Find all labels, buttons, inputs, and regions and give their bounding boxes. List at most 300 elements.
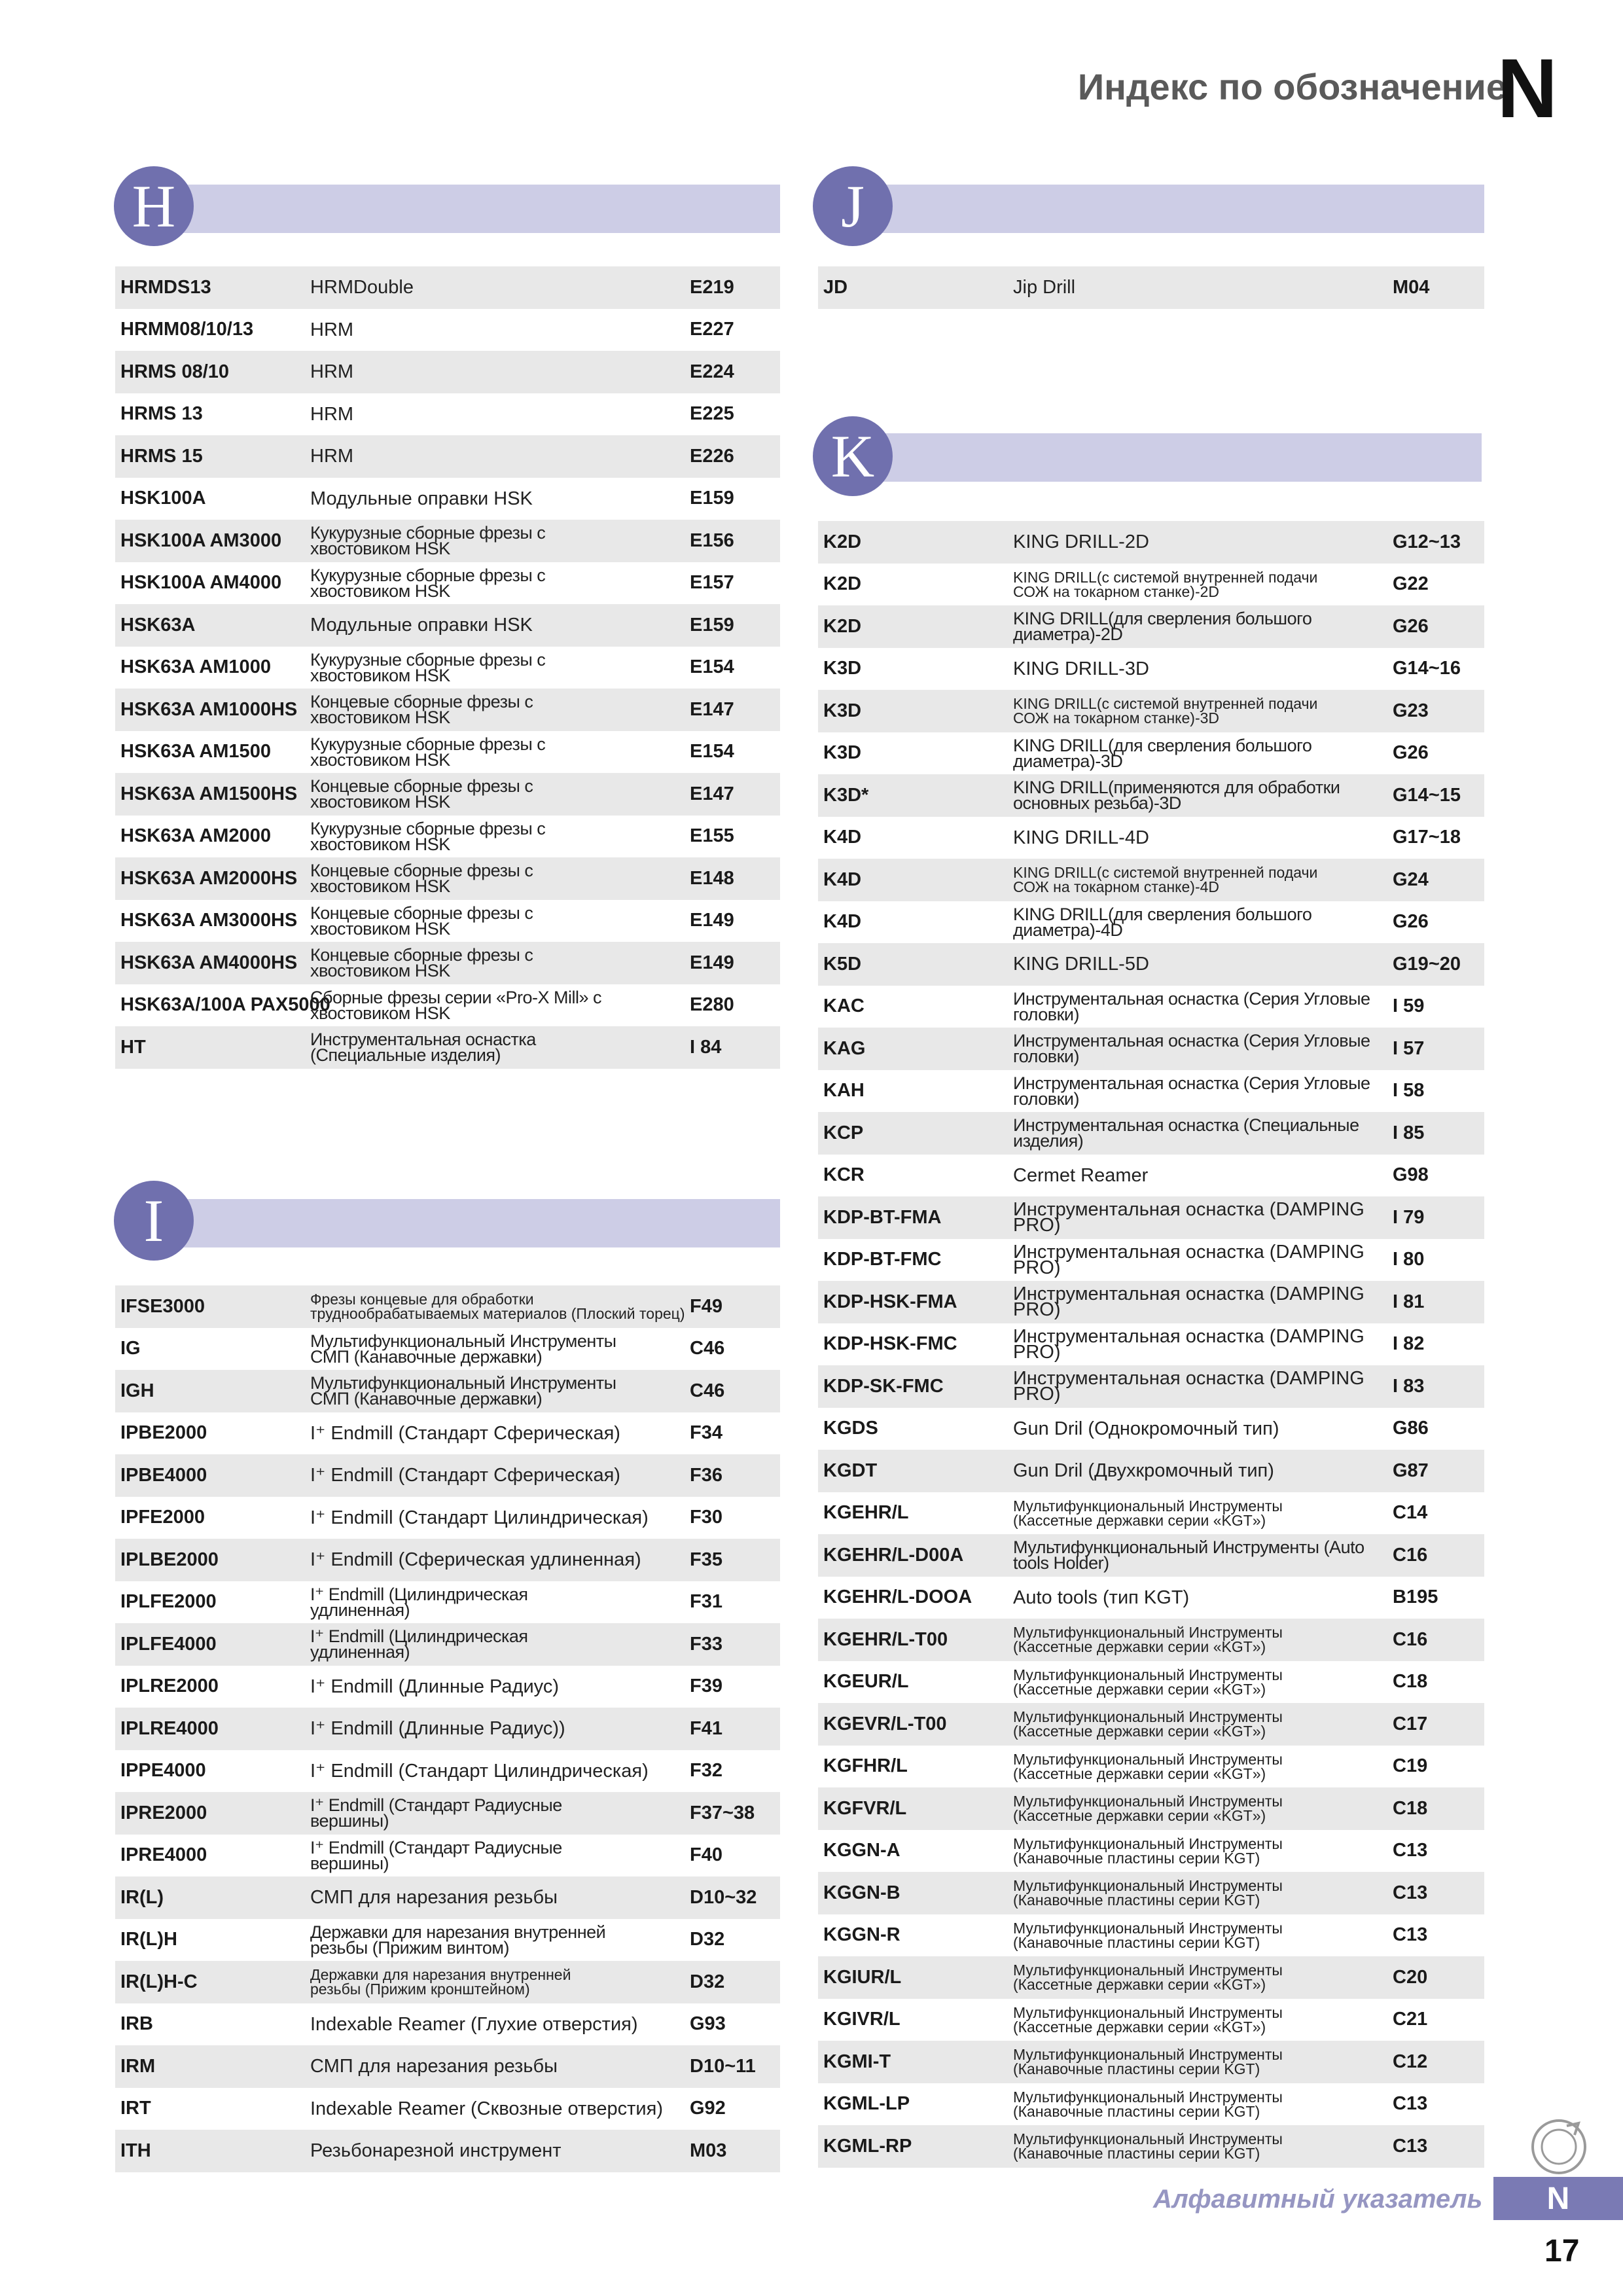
table-row	[115, 857, 780, 900]
description-cell: Модульные оправки HSK	[310, 615, 533, 636]
page-ref-cell: I 80	[1393, 1249, 1425, 1270]
table-row	[818, 1155, 1484, 1197]
designation-cell: HRMS 13	[120, 403, 203, 425]
description-cell: HRMDouble	[310, 277, 414, 298]
page-ref-cell: C16	[1393, 1628, 1428, 1650]
description-cell: Концевые сборные фрезы с хвостовиком HSK	[310, 903, 533, 939]
page-ref-cell: E148	[690, 867, 734, 889]
designation-cell: IPLFE2000	[120, 1591, 217, 1613]
page-ref-cell: E159	[690, 614, 734, 636]
page-ref-cell: C14	[1393, 1502, 1428, 1524]
designation-cell: K3D	[823, 700, 862, 721]
page-ref-cell: C46	[690, 1380, 725, 1401]
designation-cell: KGFHR/L	[823, 1755, 908, 1777]
table-row	[818, 1070, 1484, 1113]
page-ref-cell: G98	[1393, 1164, 1429, 1186]
table-row	[115, 1708, 780, 1750]
page-ref-cell: G87	[1393, 1460, 1429, 1481]
description-cell: Державки для нарезания внутренней резьбы (Прижим винтом)	[310, 1922, 606, 1958]
table-row	[115, 1285, 780, 1328]
page-ref-cell: F35	[690, 1549, 722, 1570]
page-ref-cell: E155	[690, 825, 734, 847]
table-row	[115, 689, 780, 731]
designation-cell: KAH	[823, 1080, 865, 1102]
table-row	[115, 309, 780, 351]
table-row	[818, 986, 1484, 1028]
page-ref-cell: I 83	[1393, 1375, 1425, 1397]
description-cell: Мультифункциональный Инструменты СМП (Канавочные державки)	[310, 1331, 616, 1367]
page-ref-cell: G14~15	[1393, 784, 1461, 806]
table-row	[818, 521, 1484, 564]
designation-cell: HSK63A AM1000	[120, 656, 271, 678]
designation-cell: ITH	[120, 2140, 151, 2161]
table-row	[818, 1281, 1484, 1323]
description-cell: I⁺ Endmill (Сферическая удлиненная)	[310, 1549, 641, 1571]
designation-cell: IPPE4000	[120, 1760, 206, 1782]
description-cell: Jip Drill	[1013, 277, 1076, 298]
table-row	[818, 1787, 1484, 1830]
designation-cell: K3D	[823, 658, 862, 679]
description-cell: KING DRILL(для сверления большого диаметра)-2D	[1013, 609, 1312, 645]
page-ref-cell: G22	[1393, 573, 1429, 595]
page-ref-cell: C20	[1393, 1966, 1428, 1988]
page-ref-cell: F32	[690, 1760, 722, 1782]
table-row	[818, 648, 1484, 691]
table-row	[818, 943, 1484, 986]
table-row	[818, 817, 1484, 859]
designation-cell: IPLRE2000	[120, 1676, 219, 1697]
page-ref-cell: G24	[1393, 869, 1429, 890]
description-cell: Инструментальная оснастка (Специальные изделия)	[1013, 1115, 1359, 1151]
description-cell: I⁺ Endmill (Стандарт Радиусные вершины)	[310, 1795, 562, 1831]
description-cell: KING DRILL(применяются для обработки основных резьба)-3D	[1013, 778, 1340, 814]
page-ref-cell: E226	[690, 445, 734, 467]
description-cell: Инструментальная оснастка (Серия Угловые головки)	[1013, 988, 1370, 1024]
table-row	[818, 1323, 1484, 1366]
designation-cell: HSK63A	[120, 614, 196, 636]
page-ref-cell: I 59	[1393, 996, 1425, 1017]
page-ref-cell: I 85	[1393, 1122, 1425, 1143]
page-ref-cell: D32	[690, 1971, 725, 1992]
page-ref-cell: M04	[1393, 276, 1430, 298]
designation-cell: KCR	[823, 1164, 865, 1186]
designation-cell: K4D	[823, 827, 862, 848]
designation-cell: HRMM08/10/13	[120, 319, 254, 340]
description-cell: Мультифункциональный Инструменты (Кассетные державки серии «KGT»)	[1013, 1708, 1283, 1740]
table-row	[115, 1666, 780, 1708]
description-cell: KING DRILL-2D	[1013, 531, 1149, 553]
description-cell: KING DRILL(для сверления большого диаметра)-3D	[1013, 735, 1312, 771]
page-ref-cell: F34	[690, 1422, 722, 1444]
table-row	[818, 2125, 1484, 2168]
table-row	[115, 647, 780, 689]
designation-cell: IRM	[120, 2055, 156, 2077]
page-ref-cell: C13	[1393, 2135, 1428, 2157]
section-k-badge: K	[813, 416, 893, 496]
description-cell: Кукурузные сборные фрезы с хвостовиком HSK	[310, 818, 546, 854]
section-k-bar	[852, 433, 1482, 482]
section-h-table	[115, 266, 780, 1069]
description-cell: Мультифункциональный Инструменты (Кассетные державки серии «KGT»)	[1013, 1497, 1283, 1529]
description-cell: KING DRILL-5D	[1013, 954, 1149, 975]
section-j-bar	[852, 185, 1484, 233]
table-row	[115, 1835, 780, 1877]
table-row	[818, 1450, 1484, 1492]
designation-cell: IPBE4000	[120, 1464, 207, 1486]
section-i-bar	[152, 1199, 780, 1247]
page-ref-cell: I 84	[690, 1036, 722, 1058]
table-row	[115, 1328, 780, 1371]
table-row	[115, 731, 780, 774]
table-row	[115, 1581, 780, 1624]
description-cell: I⁺ Endmill (Стандарт Сферическая)	[310, 1465, 620, 1486]
description-cell: Резьбонарезной инструмент	[310, 2140, 562, 2162]
designation-cell: KDP-BT-FMA	[823, 1206, 942, 1228]
page-ref-cell: M03	[690, 2140, 727, 2161]
table-row	[115, 1497, 780, 1539]
section-i-table	[115, 1285, 780, 2172]
page-ref-cell: F31	[690, 1591, 722, 1613]
description-cell: Кукурузные сборные фрезы с хвостовиком HSK	[310, 565, 546, 601]
page-ref-cell: G93	[690, 2013, 726, 2035]
designation-cell: KGFVR/L	[823, 1797, 907, 1819]
table-row	[115, 351, 780, 393]
page-ref-cell: E225	[690, 403, 734, 425]
table-row	[115, 816, 780, 858]
page-ref-cell: G14~16	[1393, 658, 1461, 679]
description-cell: I⁺ Endmill (Стандарт Цилиндрическая)	[310, 1760, 649, 1782]
table-row	[115, 1539, 780, 1581]
designation-cell: K3D	[823, 742, 862, 764]
designation-cell: K3D*	[823, 784, 869, 806]
table-row	[818, 859, 1484, 901]
page-ref-cell: E154	[690, 656, 734, 678]
description-cell: KING DRILL(с системой внутренней подачи СОЖ на токарном станке)-4D	[1013, 864, 1318, 896]
description-cell: Indexable Reamer (Глухие отверстия)	[310, 2013, 638, 2035]
table-row	[818, 564, 1484, 606]
description-cell: Концевые сборные фрезы с хвостовиком HSK	[310, 776, 533, 812]
page-number: 17	[1544, 2234, 1580, 2269]
designation-cell: HSK100A	[120, 488, 206, 509]
table-row	[115, 1454, 780, 1497]
description-cell: Инструментальная оснастка (DAMPING PRO)	[1013, 1325, 1364, 1363]
page-ref-cell: F36	[690, 1464, 722, 1486]
table-row	[115, 984, 780, 1027]
page-ref-cell: G17~18	[1393, 827, 1461, 848]
table-row	[115, 900, 780, 942]
designation-cell: KDP-SK-FMC	[823, 1375, 944, 1397]
designation-cell: KGEHR/L-DOOA	[823, 1587, 972, 1608]
page-ref-cell: C13	[1393, 2093, 1428, 2115]
designation-cell: KDP-BT-FMC	[823, 1249, 942, 1270]
description-cell: Инструментальная оснастка (Специальные изделия)	[310, 1030, 536, 1066]
description-cell: I⁺ Endmill (Стандарт Радиусные вершины)	[310, 1837, 562, 1873]
description-cell: I⁺ Endmill (Цилиндрическая удлиненная)	[310, 1626, 528, 1662]
footer-section-label: Алфавитный указатель	[1153, 2185, 1483, 2214]
designation-cell: HRMS 08/10	[120, 361, 230, 382]
description-cell: Мультифункциональный Инструменты (Кассетные державки серии «KGT»)	[1013, 1750, 1283, 1782]
designation-cell: KDP-HSK-FMA	[823, 1291, 957, 1312]
table-row	[818, 1577, 1484, 1619]
description-cell: Инструментальная оснастка (DAMPING PRO)	[1013, 1199, 1364, 1236]
description-cell: HRM	[310, 319, 354, 340]
table-row	[115, 2130, 780, 2172]
designation-cell: KGDS	[823, 1418, 878, 1439]
designation-cell: KGGN-B	[823, 1882, 901, 1903]
description-cell: Сборные фрезы серии «Pro-X Mill» с хвостовиком HSK	[310, 987, 602, 1023]
page-header-title: Индекс по обозначение	[1077, 66, 1507, 107]
designation-cell: HSK63A AM4000HS	[120, 952, 298, 973]
designation-cell: IRB	[120, 2013, 153, 2035]
page-ref-cell: F33	[690, 1633, 722, 1655]
table-row	[115, 1623, 780, 1666]
table-row	[115, 2045, 780, 2088]
description-cell: Мультифункциональный Инструменты (Auto tools Holder)	[1013, 1537, 1364, 1573]
description-cell: Инструментальная оснастка (Серия Угловые головки)	[1013, 1031, 1370, 1067]
description-cell: KING DRILL(для сверления большого диаметра)-4D	[1013, 904, 1312, 940]
designation-cell: K5D	[823, 953, 862, 975]
table-row	[818, 605, 1484, 648]
refresh-arrow-icon[interactable]	[1526, 2113, 1592, 2178]
description-cell: Фрезы концевые для обработки труднообрабатываемых материалов (Плоский торец)	[310, 1291, 685, 1323]
page-ref-cell: G26	[1393, 742, 1429, 764]
table-row	[818, 1872, 1484, 1914]
table-row	[115, 393, 780, 436]
page-ref-cell: I 82	[1393, 1333, 1425, 1355]
description-cell: Indexable Reamer (Сквозные отверстия)	[310, 2098, 663, 2119]
designation-cell: IPLFE4000	[120, 1633, 217, 1655]
page-ref-cell: C21	[1393, 2009, 1428, 2030]
page-ref-cell: I 58	[1393, 1080, 1425, 1102]
section-k-table	[818, 521, 1484, 2168]
page-ref-cell: E159	[690, 488, 734, 509]
designation-cell: IPFE2000	[120, 1507, 205, 1528]
page-ref-cell: E224	[690, 361, 734, 382]
page-ref-cell: G12~13	[1393, 531, 1461, 552]
page-ref-cell: C18	[1393, 1797, 1428, 1819]
table-row	[818, 1408, 1484, 1450]
designation-cell: IR(L)H-C	[120, 1971, 198, 1992]
description-cell: Мультифункциональный Инструменты (Канавочные пластины серии KGT)	[1013, 2088, 1283, 2120]
description-cell: Мультифункциональный Инструменты (Кассетные державки серии «KGT»)	[1013, 2003, 1283, 2036]
table-row	[115, 1026, 780, 1069]
table-row	[115, 942, 780, 984]
page-ref-cell: E149	[690, 952, 734, 973]
table-row	[818, 1999, 1484, 2041]
description-cell: Auto tools (тип KGT)	[1013, 1587, 1190, 1608]
page-ref-cell: C17	[1393, 1713, 1428, 1734]
table-row	[818, 690, 1484, 732]
page-ref-cell: D10~32	[690, 1886, 757, 1908]
description-cell: Концевые сборные фрезы с хвостовиком HSK	[310, 945, 533, 981]
table-row	[818, 1534, 1484, 1577]
page-ref-cell: C13	[1393, 1840, 1428, 1861]
table-row	[818, 774, 1484, 817]
table-row	[818, 732, 1484, 775]
designation-cell: KGGN-A	[823, 1840, 901, 1861]
page-ref-cell: E219	[690, 276, 734, 298]
designation-cell: IGH	[120, 1380, 154, 1401]
designation-cell: HT	[120, 1036, 146, 1058]
description-cell: HRM	[310, 361, 354, 383]
designation-cell: KGML-RP	[823, 2135, 912, 2157]
description-cell: Мультифункциональный Инструменты (Канавочные пластины серии KGT)	[1013, 1919, 1283, 1951]
table-row	[115, 1750, 780, 1793]
table-row	[115, 2088, 780, 2130]
table-row	[115, 1961, 780, 2003]
designation-cell: HSK63A AM1000HS	[120, 698, 298, 720]
table-row	[818, 1661, 1484, 1704]
designation-cell: KGML-LP	[823, 2093, 910, 2115]
designation-cell: IR(L)	[120, 1886, 164, 1908]
designation-cell: IPRE2000	[120, 1802, 207, 1823]
table-row	[818, 2083, 1484, 2126]
description-cell: Державки для нарезания внутренней резьбы (Прижим кронштейном)	[310, 1966, 571, 1998]
description-cell: Инструментальная оснастка (DAMPING PRO)	[1013, 1241, 1364, 1278]
description-cell: Модульные оправки HSK	[310, 488, 533, 509]
description-cell: KING DRILL(с системой внутренней подачи СОЖ на токарном станке)-3D	[1013, 695, 1318, 727]
designation-cell: K2D	[823, 531, 862, 552]
designation-cell: KGEHR/L-T00	[823, 1628, 948, 1650]
page-ref-cell: I 57	[1393, 1037, 1425, 1059]
page-ref-cell: G86	[1393, 1418, 1429, 1439]
designation-cell: KCP	[823, 1122, 864, 1143]
page-ref-cell: E157	[690, 572, 734, 594]
description-cell: HRM	[310, 403, 354, 425]
page-ref-cell: C13	[1393, 1882, 1428, 1903]
page-ref-cell: E154	[690, 741, 734, 762]
table-row	[818, 901, 1484, 944]
table-row	[818, 1365, 1484, 1408]
table-row	[818, 1956, 1484, 1999]
description-cell: Кукурузные сборные фрезы с хвостовиком HSK	[310, 649, 546, 685]
page-ref-cell: G26	[1393, 615, 1429, 637]
designation-cell: K2D	[823, 573, 862, 595]
table-row	[115, 1876, 780, 1919]
table-row	[115, 1370, 780, 1412]
page-ref-cell: E147	[690, 698, 734, 720]
table-row	[818, 1239, 1484, 1282]
table-row	[115, 773, 780, 816]
page-ref-cell: C12	[1393, 2051, 1428, 2072]
designation-cell: IPLRE4000	[120, 1717, 219, 1739]
table-row	[818, 266, 1484, 309]
description-cell: Мультифункциональный Инструменты (Канавочные пластины серии KGT)	[1013, 1835, 1283, 1867]
description-cell: Инструментальная оснастка (Серия Угловые головки)	[1013, 1073, 1370, 1109]
designation-cell: KDP-HSK-FMC	[823, 1333, 957, 1355]
description-cell: Концевые сборные фрезы с хвостовиком HSK	[310, 692, 533, 728]
description-cell: KING DRILL-4D	[1013, 827, 1149, 848]
designation-cell: IR(L)H	[120, 1929, 177, 1950]
designation-cell: HSK63A AM1500	[120, 741, 271, 762]
designation-cell: KGEHR/L	[823, 1502, 909, 1524]
designation-cell: HSK63A AM3000HS	[120, 910, 298, 931]
table-row	[818, 1028, 1484, 1070]
designation-cell: KAG	[823, 1037, 866, 1059]
description-cell: СМП для нарезания резьбы	[310, 1887, 558, 1909]
designation-cell: IPBE2000	[120, 1422, 207, 1444]
designation-cell: KGEHR/L-D00A	[823, 1544, 964, 1566]
page-ref-cell: G92	[690, 2098, 726, 2119]
page-ref-cell: C16	[1393, 1544, 1428, 1566]
table-row	[115, 1792, 780, 1835]
table-row	[115, 1412, 780, 1455]
description-cell: Кукурузные сборные фрезы с хвостовиком HSK	[310, 734, 546, 770]
page-ref-cell: I 81	[1393, 1291, 1425, 1312]
page-ref-cell: F40	[690, 1844, 722, 1866]
table-row	[818, 1112, 1484, 1155]
section-j-table	[818, 266, 1484, 309]
description-cell: I⁺ Endmill (Стандарт Сферическая)	[310, 1422, 620, 1444]
page-ref-cell: F37~38	[690, 1802, 755, 1823]
page-ref-cell: I 79	[1393, 1206, 1425, 1228]
description-cell: Мультифункциональный Инструменты (Кассетные державки серии «KGT»)	[1013, 1624, 1283, 1656]
page-ref-cell: G19~20	[1393, 953, 1461, 975]
page-ref-cell: E149	[690, 910, 734, 931]
designation-cell: K4D	[823, 911, 862, 933]
description-cell: Cermet Reamer	[1013, 1164, 1149, 1186]
description-cell: Мультифункциональный Инструменты (Канавочные пластины серии KGT)	[1013, 1877, 1283, 1909]
table-row	[115, 435, 780, 478]
description-cell: I⁺ Endmill (Стандарт Цилиндрическая)	[310, 1507, 649, 1528]
page-ref-cell: F39	[690, 1676, 722, 1697]
table-row	[818, 1492, 1484, 1535]
description-cell: Кукурузные сборные фрезы с хвостовиком HSK	[310, 523, 546, 559]
designation-cell: KAC	[823, 996, 865, 1017]
designation-cell: IPLBE2000	[120, 1549, 219, 1570]
description-cell: I⁺ Endmill (Длинные Радиус))	[310, 1718, 565, 1740]
description-cell: I⁺ Endmill (Цилиндрическая удлиненная)	[310, 1584, 528, 1620]
page-ref-cell: D10~11	[690, 2055, 756, 2077]
page-header-letter: N	[1497, 42, 1558, 135]
description-cell: Мультифункциональный Инструменты (Кассетные державки серии «KGT»)	[1013, 1666, 1283, 1698]
table-row	[818, 1619, 1484, 1661]
designation-cell: KGEUR/L	[823, 1671, 909, 1693]
page-ref-cell: E227	[690, 319, 734, 340]
designation-cell: HSK63A AM1500HS	[120, 783, 298, 804]
designation-cell: K4D	[823, 869, 862, 890]
table-row	[115, 1919, 780, 1962]
table-row	[115, 562, 780, 605]
designation-cell: HRMS 15	[120, 445, 203, 467]
page-ref-cell: B195	[1393, 1587, 1438, 1608]
designation-cell: K2D	[823, 615, 862, 637]
section-h-badge: H	[114, 166, 194, 246]
footer-letter-tab[interactable]: N	[1493, 2177, 1623, 2220]
description-cell: KING DRILL(с системой внутренней подачи СОЖ на токарном станке)-2D	[1013, 568, 1318, 600]
page-ref-cell: E147	[690, 783, 734, 804]
table-row	[818, 1196, 1484, 1239]
table-row	[115, 478, 780, 520]
table-row	[818, 1914, 1484, 1957]
description-cell: HRM	[310, 446, 354, 467]
description-cell: KING DRILL-3D	[1013, 658, 1149, 679]
table-row	[115, 604, 780, 647]
designation-cell: IPRE4000	[120, 1844, 207, 1866]
description-cell: Мультифункциональный Инструменты (Кассетные державки серии «KGT»)	[1013, 1793, 1283, 1825]
designation-cell: IRT	[120, 2098, 151, 2119]
designation-cell: HRMDS13	[120, 276, 211, 298]
designation-cell: KGIUR/L	[823, 1966, 902, 1988]
page-ref-cell: E156	[690, 529, 734, 551]
designation-cell: KGEVR/L-T00	[823, 1713, 947, 1734]
description-cell: СМП для нарезания резьбы	[310, 2056, 558, 2077]
description-cell: Инструментальная оснастка (DAMPING PRO)	[1013, 1368, 1364, 1405]
designation-cell: IFSE3000	[120, 1295, 205, 1317]
table-row	[818, 1830, 1484, 1873]
page-ref-cell: C19	[1393, 1755, 1428, 1777]
table-row	[818, 1703, 1484, 1746]
